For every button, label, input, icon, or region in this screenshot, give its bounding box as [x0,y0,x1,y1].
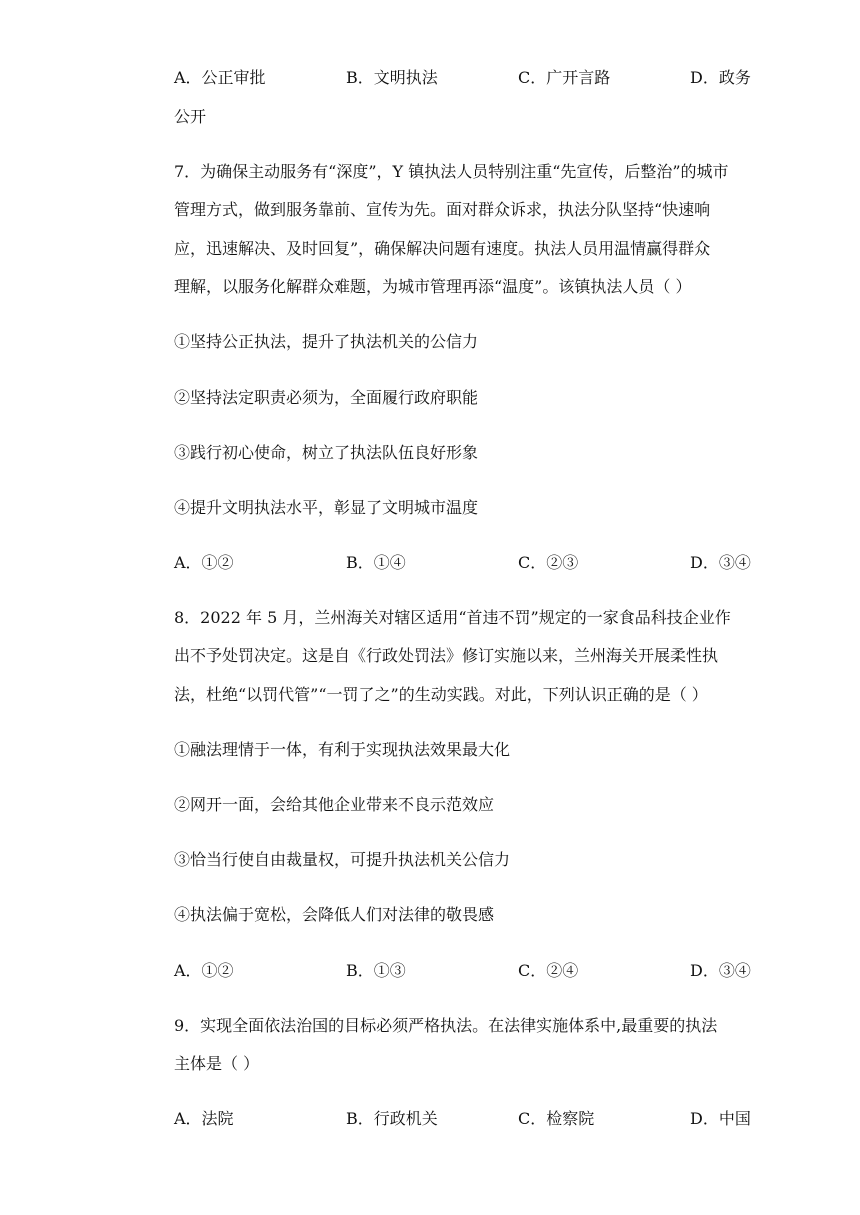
q7-stem-line-2: 管理方式，做到服务靠前、宣传为先。面对群众诉求，执法分队坚持“快速响 [174,200,711,219]
q7-statement-1: ①坚持公正执法，提升了执法机关的公信力 [174,332,479,351]
q7-statement-2: ②坚持法定职责必须为，全面履行政府职能 [174,388,479,407]
q7-option-d: D．③④ [690,553,751,572]
q7-statement-3: ③践行初心使命，树立了执法队伍良好形象 [174,443,479,462]
q8-stem-line-1: 8．2022 年 5 月，兰州海关对辖区适用“首违不罚”规定的一家食品科技企业作 [174,608,731,627]
q7-stem-line-3: 应，迅速解决、及时回复”，确保解决问题有速度。执法人员用温情赢得群众 [174,239,711,258]
q9-options [174,1109,774,1129]
q7-option-c: C．②③ [518,553,579,572]
q9-stem-line-1: 9．实现全面依法治国的目标必须严格执法。在法律实施体系中,最重要的执法 [174,1016,718,1035]
q8-statement-3: ③恰当行使自由裁量权，可提升执法机关公信力 [174,850,511,869]
q9-stem-line-2: 主体是（ ） [174,1054,260,1073]
q6-option-a: A．公正审批 [174,68,266,87]
q7-stem-line-4: 理解，以服务化解群众难题，为城市管理再添“温度”。该镇执法人员（ ） [174,277,692,296]
q8-option-b: B．①③ [346,961,406,980]
q7-statement-4: ④提升文明执法水平，彰显了文明城市温度 [174,498,479,517]
q8-stem-line-3: 法，杜绝“以罚代管”“一罚了之”的生动实践。对此，下列认识正确的是（ ） [174,685,708,704]
q8-stem-line-2: 出不予处罚决定。这是自《行政处罚法》修订实施以来，兰州海关开展柔性执 [174,646,719,665]
q9-option-b: B．行政机关 [346,1109,438,1128]
q8-option-a: A．①② [174,961,234,980]
q7-option-b: B．①④ [346,553,406,572]
q9-option-c: C．检察院 [518,1109,595,1128]
q8-options [174,961,774,981]
q8-option-d: D．③④ [690,961,751,980]
q8-statement-2: ②网开一面，会给其他企业带来不良示范效应 [174,795,495,814]
q9-option-d: D．中国 [690,1109,751,1128]
q8-statement-4: ④执法偏于宽松，会降低人们对法律的敬畏感 [174,905,495,924]
q6-options [174,68,774,88]
q7-stem-line-1: 7．为确保主动服务有“深度”，Y 镇执法人员特别注重“先宣传，后整治”的城市 [174,162,729,181]
q9-option-a: A．法院 [174,1109,234,1128]
q6-option-b: B．文明执法 [346,68,438,87]
q7-option-a: A．①② [174,553,234,572]
q8-option-c: C．②④ [518,961,579,980]
q6-option-c: C．广开言路 [518,68,611,87]
q7-options [174,553,774,573]
q8-statement-1: ①融法理情于一体，有利于实现执法效果最大化 [174,740,511,759]
q6-option-d: D．政务 [690,68,751,87]
q6-option-d-continuation: 公开 [174,107,207,126]
